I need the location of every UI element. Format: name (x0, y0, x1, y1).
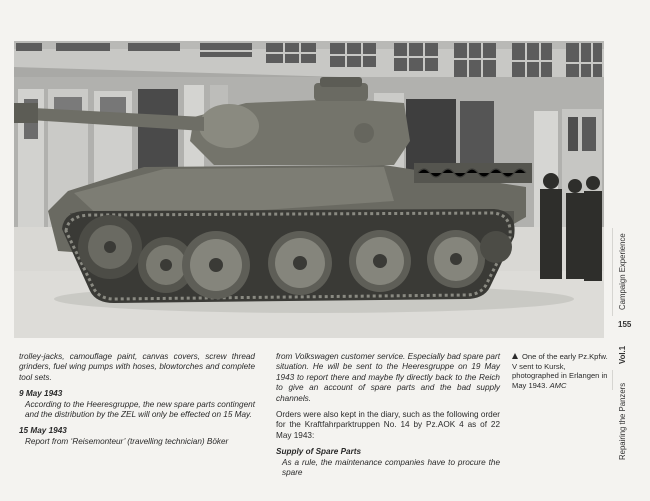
diary-date: 9 May 1943 (19, 389, 63, 399)
photo-credit: AMC (549, 380, 567, 390)
order-text: As a rule, the maintenance companies have to procure the spare (282, 457, 500, 478)
volume-label: Vol.1 (618, 345, 627, 364)
page-number: 155 (618, 320, 632, 329)
continued-paragraph: from Volkswagen customer service. Especially bad spare part situation. He will be sent to the Heeresgruppe on 19 May 1943 to report there and maybe fly directly back to the Reich to give an account of spare parts and the bad supply channels. (276, 352, 500, 403)
photo-caption (512, 352, 608, 390)
caption-pointer-icon (512, 353, 518, 359)
intro-paragraph: trolley-jacks, camouflage paint, canvas covers, screw thread grinders, fuel wing pumps with hoses, blowtorches and complete tool sets. (19, 352, 255, 382)
text-column-middle (276, 352, 500, 484)
running-book-title: Repairing the Panzers (618, 382, 627, 460)
margin-divider (612, 228, 613, 316)
margin-divider (612, 370, 613, 390)
running-section-title: Campaign Experience (618, 233, 627, 310)
body-paragraph: Orders were also kept in the diary, such as the following order for the Kraftfahrparktruppen No. 14 by Pz.AOK 4 as of 22 May 1943: (276, 410, 500, 440)
text-column-left (19, 352, 255, 453)
diary-date: 15 May 1943 (19, 426, 67, 436)
tank-photograph (14, 41, 604, 338)
photo-panther-tank (14, 41, 604, 338)
diary-entry: Report from ‘Reisemonteur’ (travelling technician) Böker (25, 436, 229, 446)
caption-text: One of the early Pz.Kpfw. V sent to Kursk, photographed in Erlangen in May 1943. (512, 352, 608, 390)
diary-entry: According to the Heeresgruppe, the new spare parts contingent and the distribution by the ZEL will only be effected on 15 May. (25, 399, 255, 420)
order-heading: Supply of Spare Parts (276, 447, 362, 457)
